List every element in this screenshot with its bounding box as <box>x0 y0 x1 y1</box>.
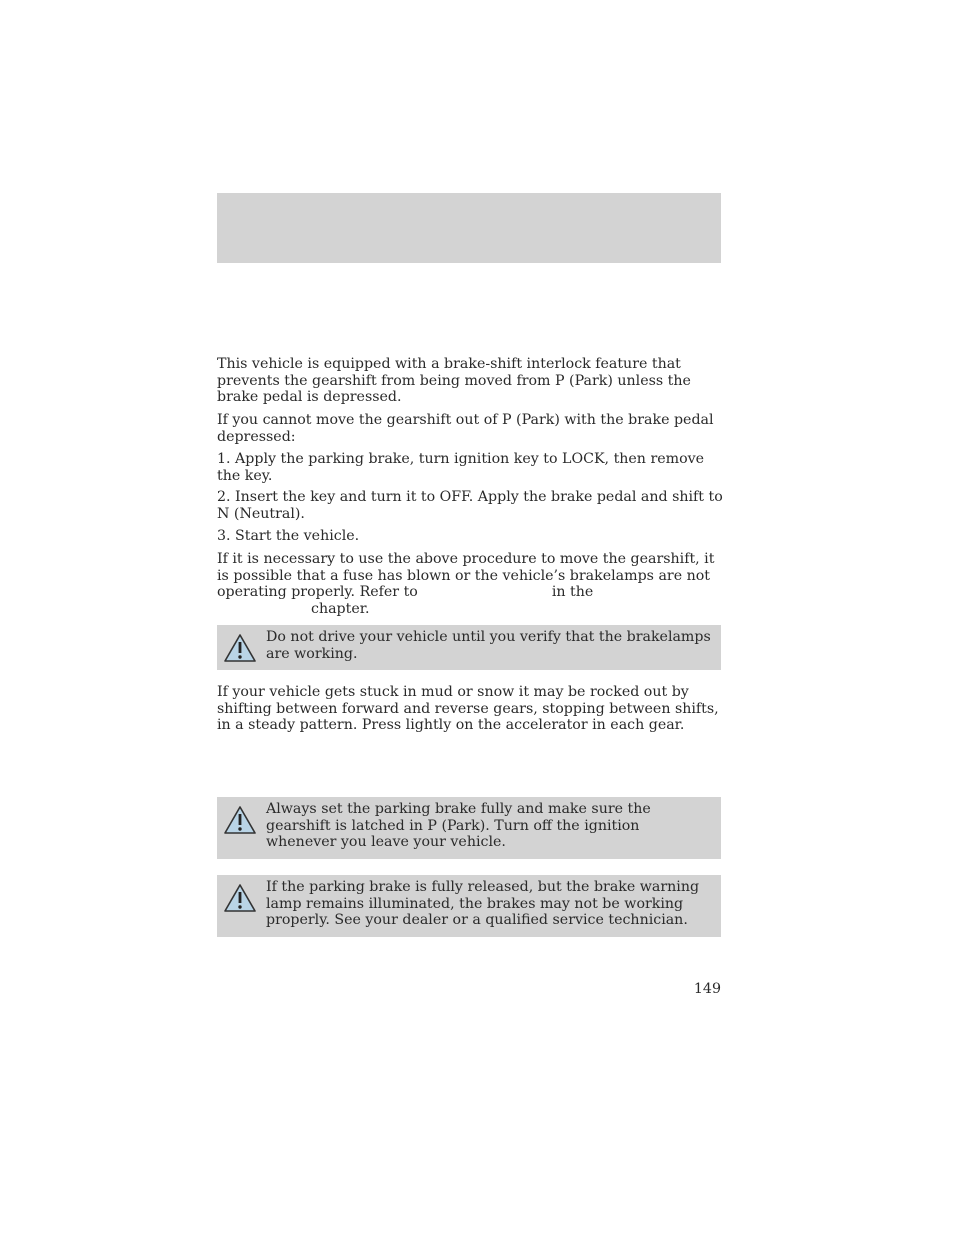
fuse-text: If it is necessary to use the above procedure to move the gearshift, it is possible that a fuse has blown or the vehicle’s brakelamps are not operating properly. Refer to <box>217 551 715 601</box>
warning-triangle-icon <box>223 805 257 835</box>
warning-box-parking-brake <box>217 797 721 859</box>
warning-box-brake-lamp <box>217 875 721 937</box>
warning-triangle-icon <box>223 883 257 913</box>
step-1: 1. Apply the parking brake, turn ignition key to LOCK, then remove the key. <box>217 451 705 484</box>
warning-text-brakelamps: Do not drive your vehicle until you verify that the brakelamps are working. <box>266 629 711 662</box>
chapter-header-band <box>217 193 721 263</box>
warning-box-brakelamps <box>217 625 721 670</box>
fuse-chapter: chapter. <box>311 600 370 617</box>
step-3: 3. Start the vehicle. <box>217 528 360 544</box>
paragraph-cannot-move: If you cannot move the gearshift out of P (Park) with the brake pedal depressed: <box>217 412 714 445</box>
paragraph-fuse <box>217 551 725 617</box>
paragraph-rocking: If your vehicle gets stuck in mud or snow it may be rocked out by shifting between forward and reverse gears, stopping between shifts, in a steady pattern. Press lightly on the accelerator in each gear. <box>217 684 719 734</box>
warning-text-brake-lamp: If the parking brake is fully released, but the brake warning lamp remains illuminated, the brakes may not be working properly. See your dealer or a qualified service technician. <box>266 879 700 929</box>
fuse-in-the: in the <box>551 584 594 601</box>
warning-text-parking-brake: Always set the parking brake fully and make sure the gearshift is latched in P (Park). Turn off the ignition whenever you leave your vehicle. <box>266 801 651 851</box>
page-number: 149 <box>693 981 721 997</box>
paragraph-interlock: This vehicle is equipped with a brake-shift interlock feature that prevents the gearshift from being moved from P (Park) unless the brake pedal is depressed. <box>217 356 691 406</box>
step-2: 2. Insert the key and turn it to OFF. Apply the brake pedal and shift to N (Neutral). <box>217 489 723 522</box>
warning-triangle-icon <box>223 633 257 663</box>
